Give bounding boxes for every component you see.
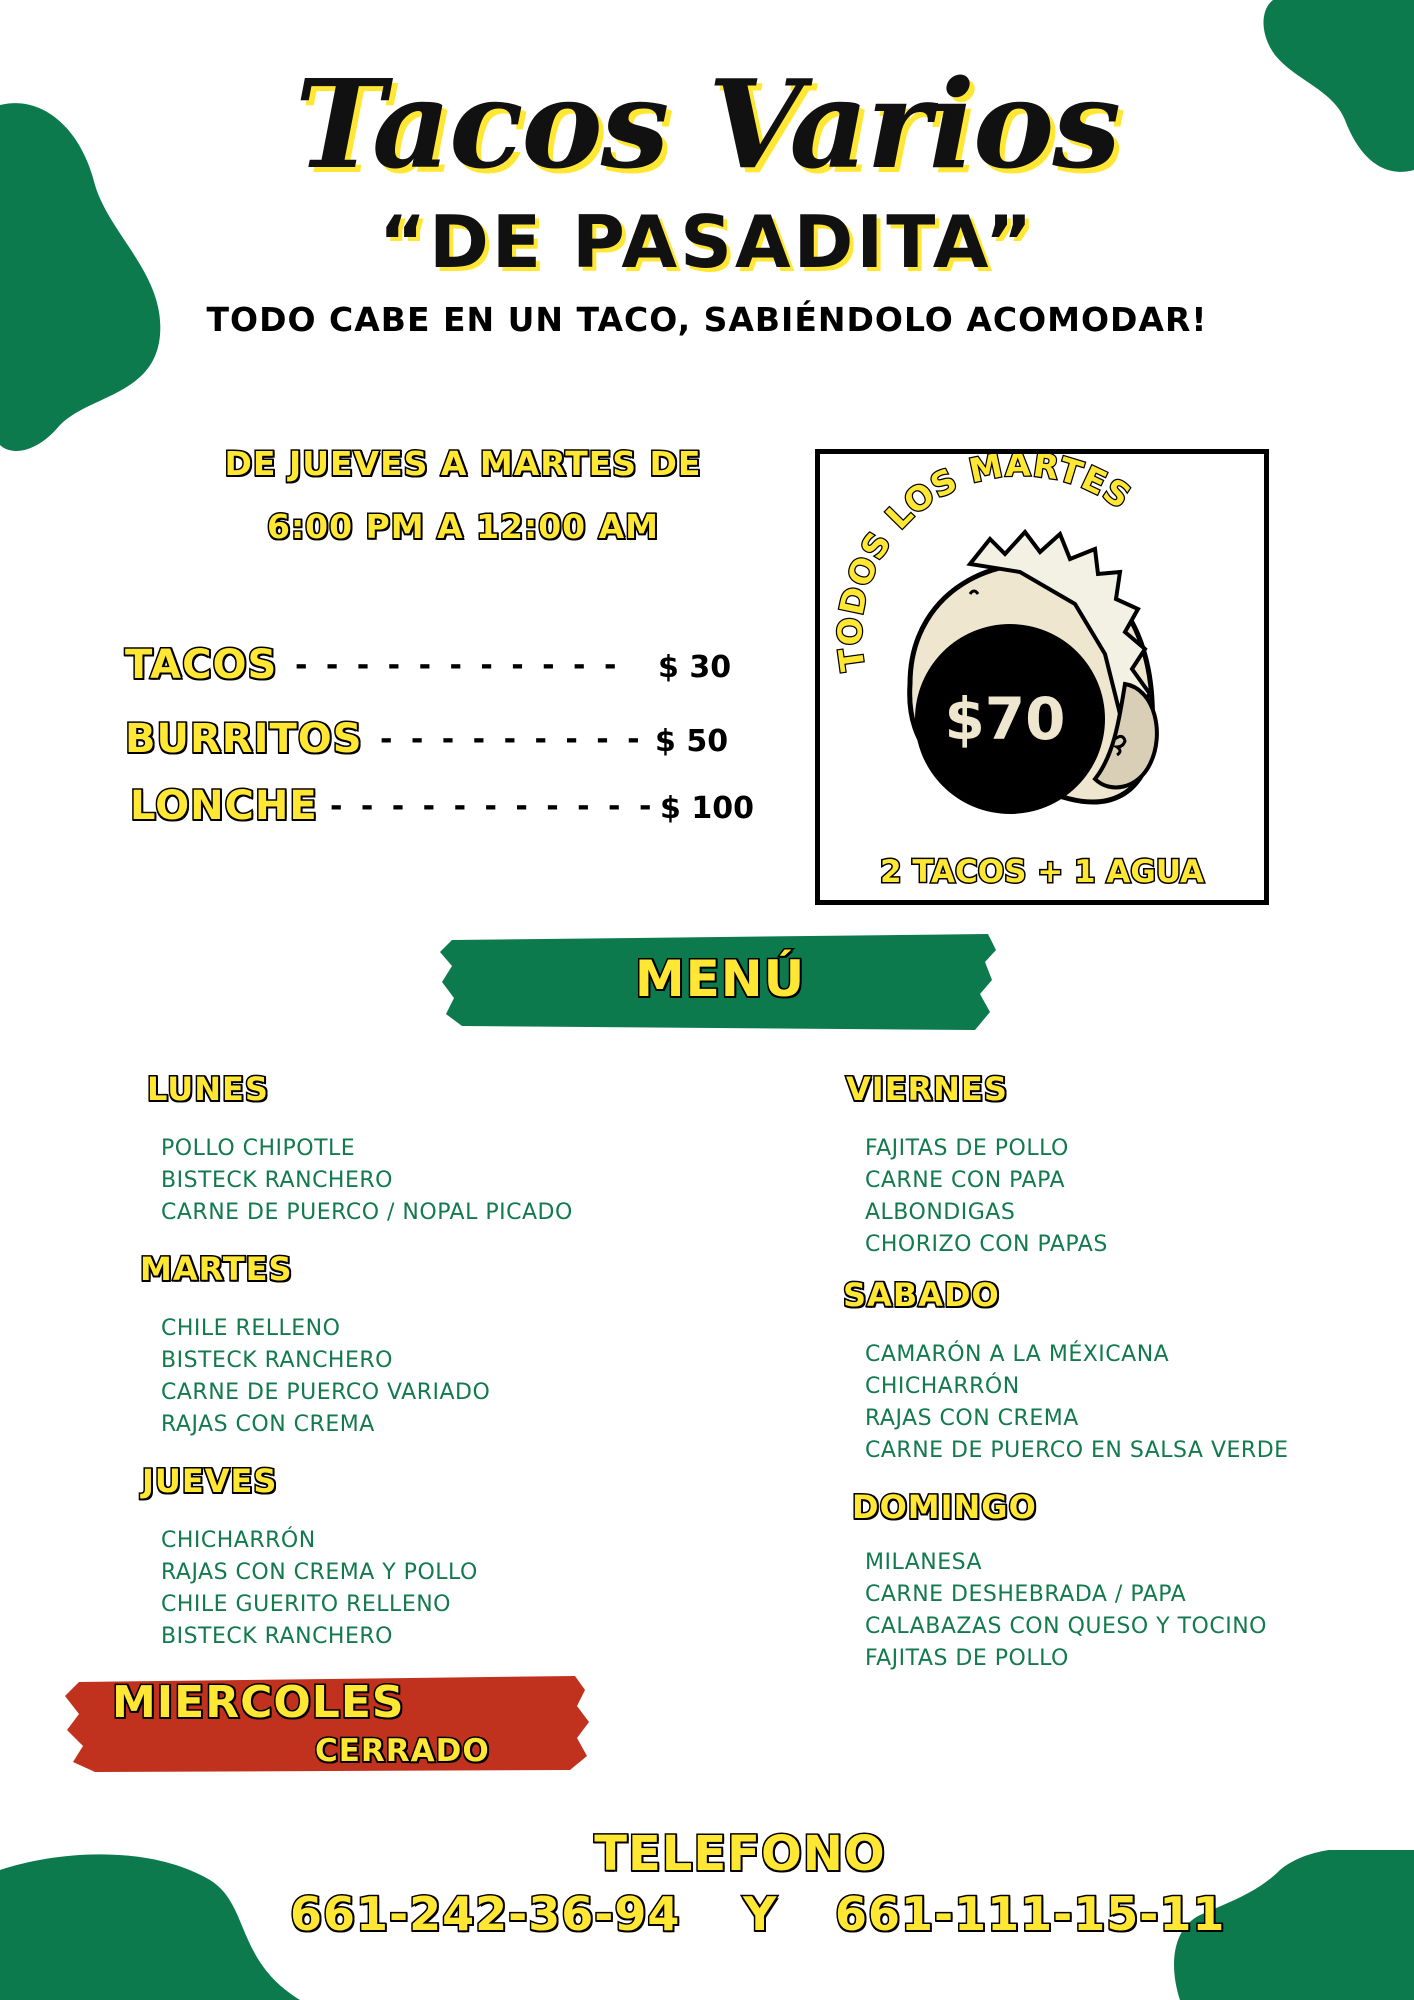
day-heading-martes: MARTES	[140, 1250, 293, 1288]
menu-item: RAJAS CON CREMA Y POLLO	[161, 1560, 478, 1585]
menu-item: FAJITAS DE POLLO	[865, 1136, 1069, 1161]
day-items-viernes	[865, 1133, 1108, 1261]
price-item-name: BURRITOS	[125, 716, 363, 762]
promo-price: $70	[944, 685, 1066, 753]
phone-number-1[interactable]: 661-242-36-94	[290, 1887, 681, 1941]
tagline: TODO CABE EN UN TACO, SABIÉNDOLO ACOMODAR!	[206, 300, 1208, 339]
price-row-tacos	[125, 642, 765, 702]
menu-item: BISTECK RANCHERO	[161, 1624, 393, 1649]
closed-day-heading: MIERCOLES	[112, 1677, 405, 1728]
day-heading-lunes: LUNES	[147, 1070, 269, 1108]
day-items-jueves	[161, 1525, 478, 1653]
day-items-sabado	[865, 1339, 1289, 1467]
day-heading-viernes: VIERNES	[846, 1070, 1008, 1108]
menu-item: CAMARÓN A LA MÉXICANA	[865, 1342, 1170, 1367]
menu-item: CARNE DE PUERCO EN SALSA VERDE	[865, 1438, 1289, 1463]
restaurant-subtitle: “DE PASADITA”	[378, 200, 1036, 284]
menu-item: CARNE CON PAPA	[865, 1168, 1065, 1193]
hours-time: 6:00 PM A 12:00 AM	[266, 507, 660, 546]
tuesday-promo-box	[815, 449, 1269, 905]
price-value: $ 30	[658, 650, 732, 685]
menu-item: CHICHARRÓN	[161, 1528, 316, 1553]
day-items-martes	[161, 1313, 490, 1441]
day-heading-domingo: DOMINGO	[852, 1488, 1037, 1526]
price-item-name: TACOS	[125, 642, 278, 688]
menu-item: CARNE DESHEBRADA / PAPA	[865, 1582, 1187, 1607]
menu-item: MILANESA	[865, 1550, 983, 1575]
menu-item: CALABAZAS CON QUESO Y TOCINO	[865, 1614, 1267, 1639]
menu-item: CHILE GUERITO RELLENO	[161, 1592, 451, 1617]
day-items-domingo	[865, 1547, 1267, 1675]
hours-days: DE JUEVES A MARTES DE	[224, 444, 702, 483]
menu-item: BISTECK RANCHERO	[161, 1168, 393, 1193]
phone-label: TELEFONO	[594, 1826, 886, 1882]
phone-joiner: Y	[743, 1887, 778, 1941]
restaurant-title: Tacos Varios	[294, 52, 1120, 196]
menu-item: POLLO CHIPOTLE	[161, 1136, 356, 1161]
menu-item: ALBONDIGAS	[865, 1200, 1016, 1225]
price-row-lonche	[130, 783, 770, 843]
day-heading-sabado: SABADO	[843, 1276, 1000, 1314]
menu-item: CARNE DE PUERCO VARIADO	[161, 1380, 491, 1405]
promo-offer: 2 TACOS + 1 AGUA	[879, 854, 1205, 890]
menu-title: MENÚ	[634, 950, 806, 1008]
menu-item: RAJAS CON CREMA	[161, 1412, 375, 1437]
menu-item: CHILE RELLENO	[161, 1316, 341, 1341]
menu-item: BISTECK RANCHERO	[161, 1348, 393, 1373]
day-items-lunes	[161, 1133, 573, 1229]
menu-item: RAJAS CON CREMA	[865, 1406, 1079, 1431]
price-dashes: - - - - - - - - -	[380, 722, 644, 757]
price-value: $ 100	[660, 791, 754, 826]
day-heading-jueves: JUEVES	[142, 1462, 278, 1500]
price-item-name: LONCHE	[130, 783, 318, 829]
menu-item: CHICHARRÓN	[865, 1374, 1020, 1399]
phone-number-2[interactable]: 661-111-15-11	[835, 1887, 1226, 1941]
price-dashes: - - - - - - - - - - -	[330, 789, 656, 824]
price-value: $ 50	[655, 724, 729, 759]
menu-item: CHORIZO CON PAPAS	[865, 1232, 1108, 1257]
closed-label: CERRADO	[315, 1733, 490, 1769]
price-dashes: - - - - - - - - - - -	[295, 648, 621, 683]
price-row-burritos	[125, 716, 765, 776]
promo-arc-text: TODOS LOS MARTES	[830, 454, 1139, 674]
menu-item: FAJITAS DE POLLO	[865, 1646, 1069, 1671]
taco-illustration	[820, 454, 1264, 900]
menu-item: CARNE DE PUERCO / NOPAL PICADO	[161, 1200, 573, 1225]
